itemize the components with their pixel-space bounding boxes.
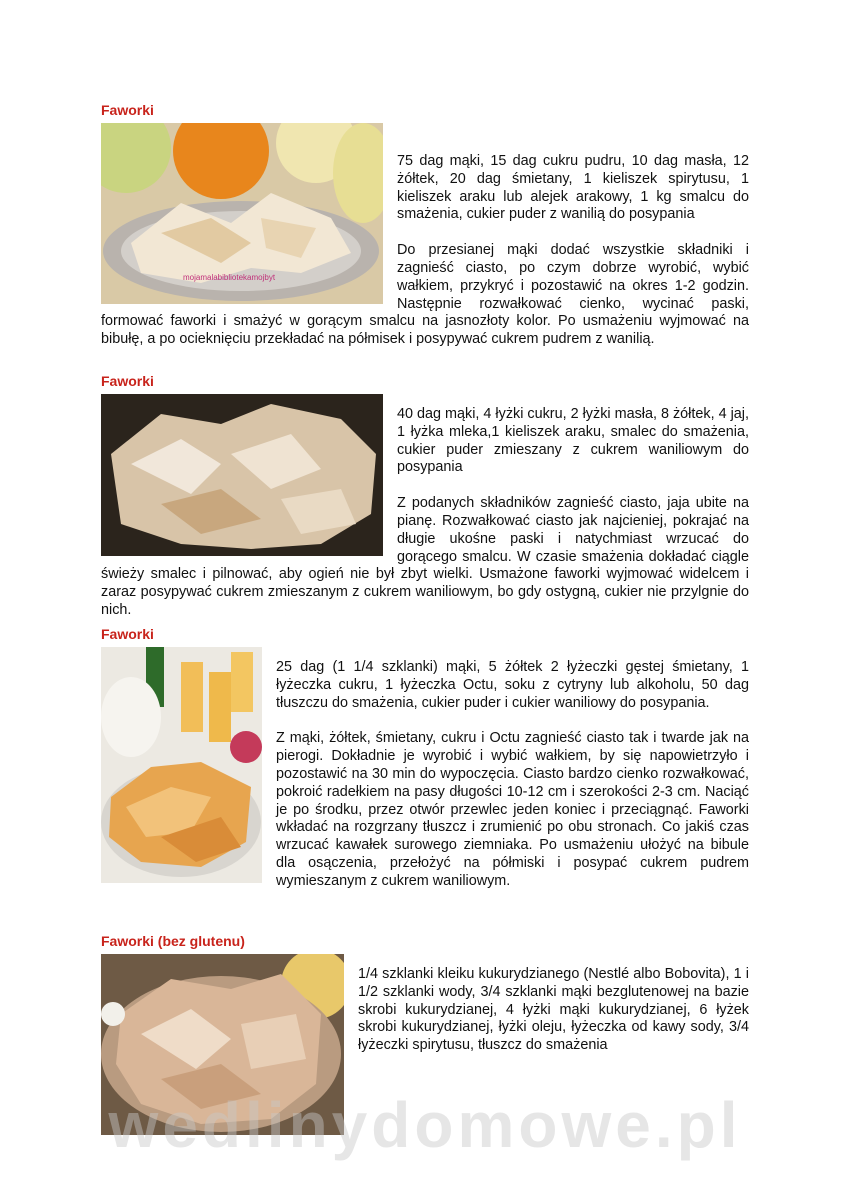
recipe-1: [101, 102, 749, 349]
recipe-ingredients: 25 dag (1 1/4 szklanki) mąki, 5 żółtek 2 łyżeczki gęstej śmietany, 1 łyżeczka cukru, 1 łyżeczka Octu, soku z cytryny lub alkoholu, 50 dag tłuszczu do smażenia, cukier puder i cukier waniliowy do posypania.: [276, 659, 749, 711]
recipe-method: Do przesianej mąki dodać wszystkie składniki i zagnieść ciasto, po czym dobrze wyrobić, wybić wałkiem, przykryć i pozostawić na okres 1-2 godzin. Następnie rozwałkować cienko, wycinać paski, formować faworki i smażyć w gorącym smalcu na jasnozłoty kolor. Po usmażeniu wyjmować na bibułę, a po ocieknięciu przekładać na półmisek i posypywać cukrem pudrem z wanilią.: [101, 242, 749, 348]
recipe-2: [101, 373, 749, 620]
recipe-method: Z mąki, żółtek, śmietany, cukru i Octu zagnieść ciasto tak i twarde jak na pierogi. Dokładnie je wyrobić i wybić wałkiem, by się napowietrzyło i pozostawić na 30 min do wypoczęcia. Ciasto bardzo cienko rozwałkować, pokroić radełkiem na pasy długości 10-12 cm i szerokości 2-3 cm. Naciąć je po środku, przez otwór przewlec jeden koniec i przeciągnąć. Faworki wkładać na rozgrzany tłuszcz i zrumienić po obu stronach. Co jakiś czas wrzucać kawałek surowego ziemniaka. Po usmażeniu ułożyć na bibule dla osączenia, przełożyć na półmiski i posypać cukrem pudrem wymieszanym z cukrem waniliowym.: [276, 730, 749, 889]
recipe-title: Faworki: [101, 373, 154, 389]
recipe-ingredients: 40 dag mąki, 4 łyżki cukru, 2 łyżki masła, 8 żółtek, 4 jaj, 1 łyżka mleka,1 kieliszek araku, smalec do smażenia, cukier puder zmieszany z cukrem waniliowym do posypania: [397, 406, 749, 476]
recipe-photo: [101, 123, 383, 304]
recipe-title: Faworki: [101, 102, 154, 118]
recipe-title: Faworki: [101, 626, 154, 642]
recipe-4: [101, 933, 749, 1139]
recipe-3: [101, 626, 749, 891]
recipe-title: Faworki (bez glutenu): [101, 933, 245, 949]
recipe-photo: [101, 647, 262, 883]
recipe-photo: [101, 394, 383, 556]
recipe-method: Z podanych składników zagnieść ciasto, jaja ubite na pianę. Rozwałkować ciasto jak najcieniej, pokrajać na długie ukośne paski i natychmiast wrzucać do gorącego smalcu. W czasie smażenia dokładać ciągle świeży smalec i pilnować, aby ogień nie był zbyt wielki. Usmażone faworki wyjmować widelcem i zaraz posypywać cukrem zmieszanym z cukrem waniliowym, bo gdy ostygną, cukier nie przylgnie do nich.: [101, 495, 749, 618]
photo-watermark: mojamalabibliotekamojbyt: [183, 273, 276, 282]
recipe-ingredients: 75 dag mąki, 15 dag cukru pudru, 10 dag masła, 12 żółtek, 20 dag śmietany, 1 kieliszek spirytusu, 1 kieliszek araku lub alejek arakowy, 1 kg smalcu do smażenia, cukier puder z wanilią do posypania: [397, 153, 749, 223]
page-watermark: wedlinydomowe.pl: [108, 1089, 742, 1161]
recipe-photo: [101, 954, 344, 1135]
recipe-ingredients: 1/4 szklanki kleiku kukurydzianego (Nestlé albo Bobovita), 1 i 1/2 szklanki wody, 3/4 szklanki mąki bezglutenowej na bazie skrobi kukurydzianej, 4 łyżki mąki kukurydzianej, 6 łyżek skrobi kukurydzianej, łyżki oleju, łyżeczka od kawy sody, 3/4 łyżeczki spirytusu, tłuszcz do smażenia: [358, 966, 749, 1054]
